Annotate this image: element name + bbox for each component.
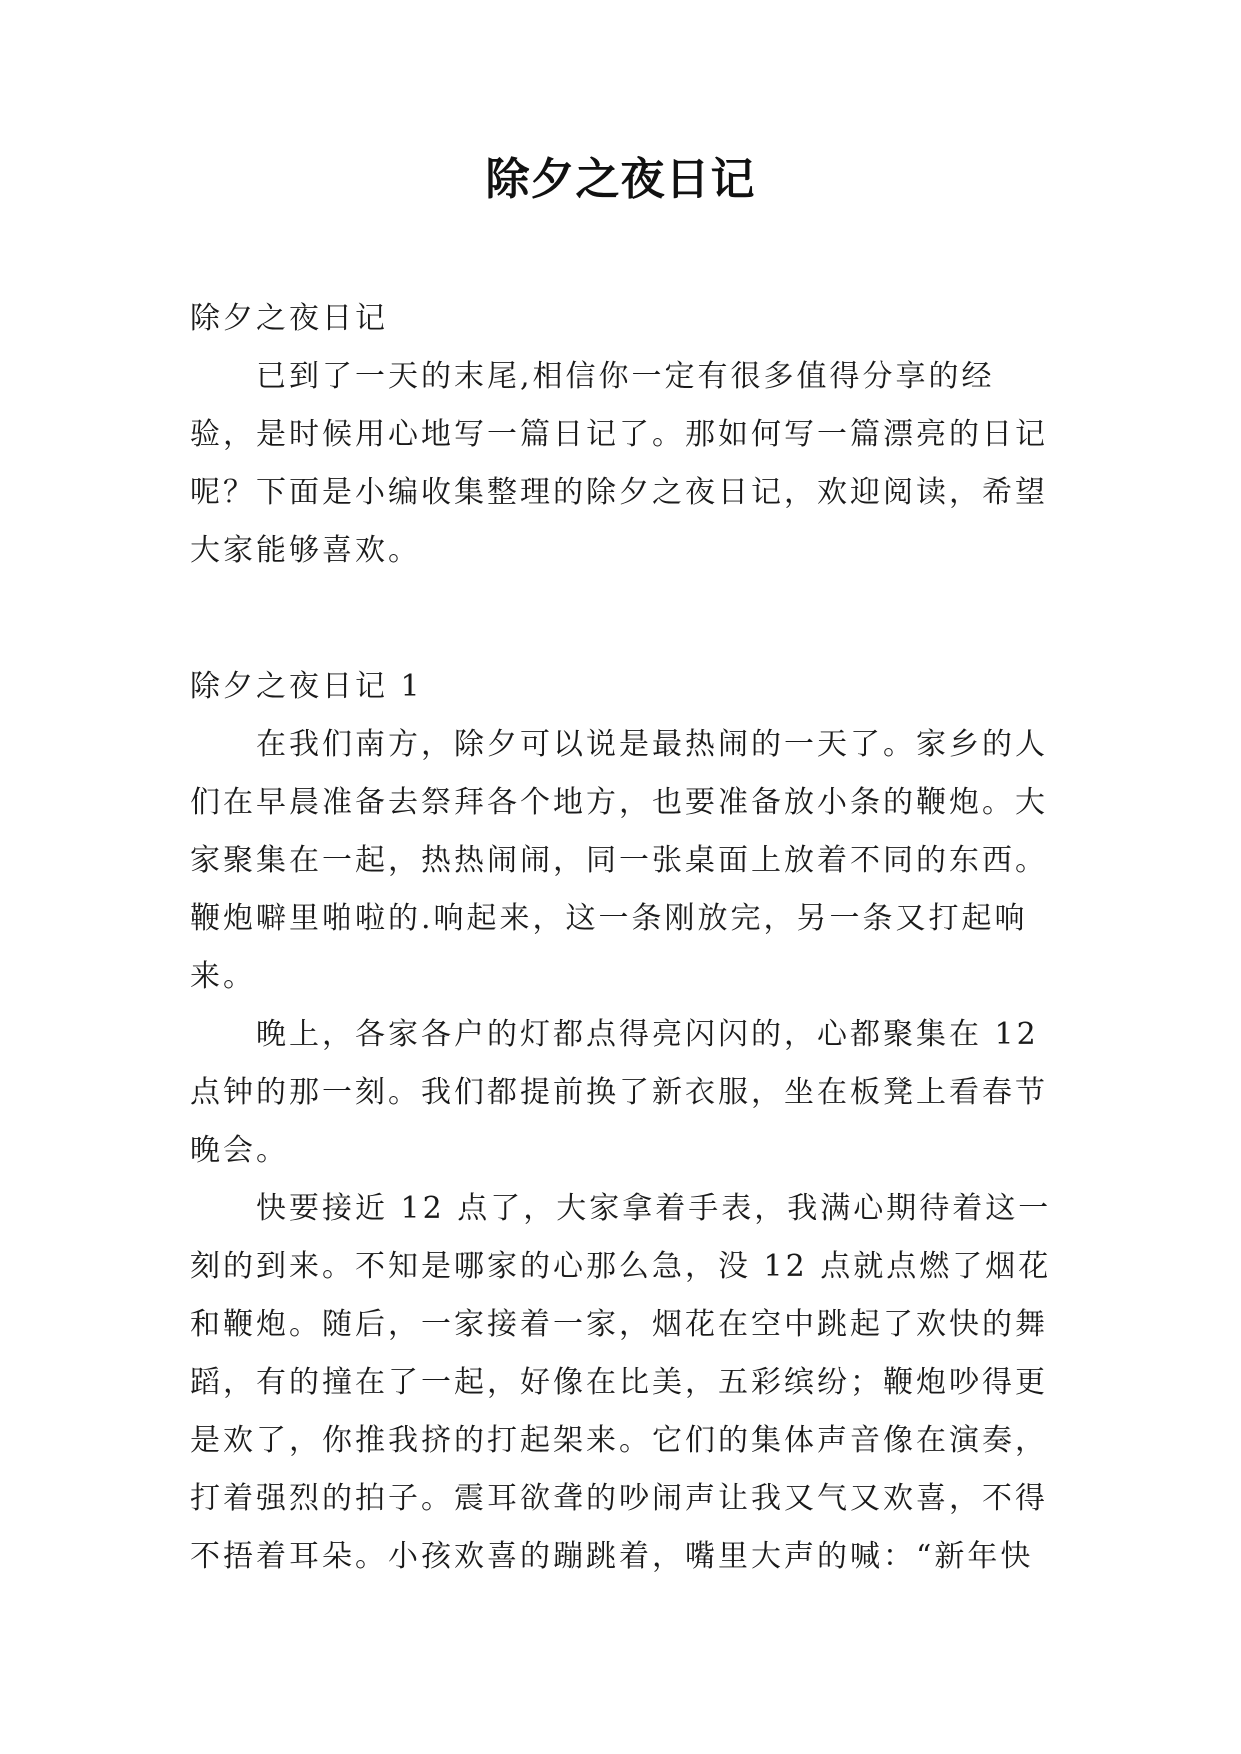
body-paragraph: 快要接近 12 点了，大家拿着手表，我满心期待着这一刻的到来。不知是哪家的心那么急，没 12 点就点燃了烟花和鞭炮。随后，一家接着一家，烟花在空中跳起了欢快的舞蹈，有的撞在了一起，好像在比美，五彩缤纷；鞭炮吵得更是欢了，你推我挤的打起架来。它们的集体声音像在演奏，打着强烈的拍子。震耳欲聋的吵闹声让我又气又欢喜，不得不捂着耳朵。小孩欢喜的蹦跳着，嘴里大声的喊：“新年快 bbox=[190, 1191, 1052, 1574]
document-title: 除夕之夜日记 bbox=[485, 154, 756, 205]
section-heading: 除夕之夜日记 1 bbox=[190, 669, 423, 704]
section-spacer bbox=[190, 580, 1052, 658]
intro-heading: 除夕之夜日记 bbox=[190, 301, 388, 336]
intro-paragraph: 已到了一天的末尾,相信你一定有很多值得分享的经验，是时候用心地写一篇日记了。那如何写一篇漂亮的日记呢？下面是小编收集整理的除夕之夜日记，欢迎阅读，希望大家能够喜欢。 bbox=[190, 359, 1048, 568]
document-body bbox=[190, 290, 1052, 1586]
body-paragraph: 晚上，各家各户的灯都点得亮闪闪的，心都聚集在 12 点钟的那一刻。我们都提前换了新衣服，坐在板凳上看春节晚会。 bbox=[190, 1017, 1048, 1168]
body-paragraph: 在我们南方，除夕可以说是最热闹的一天了。家乡的人们在早晨准备去祭拜各个地方，也要准备放小条的鞭炮。大家聚集在一起，热热闹闹，同一张桌面上放着不同的东西。鞭炮噼里啪啦的.响起来，这一条刚放完，另一条又打起响来。 bbox=[190, 727, 1048, 994]
